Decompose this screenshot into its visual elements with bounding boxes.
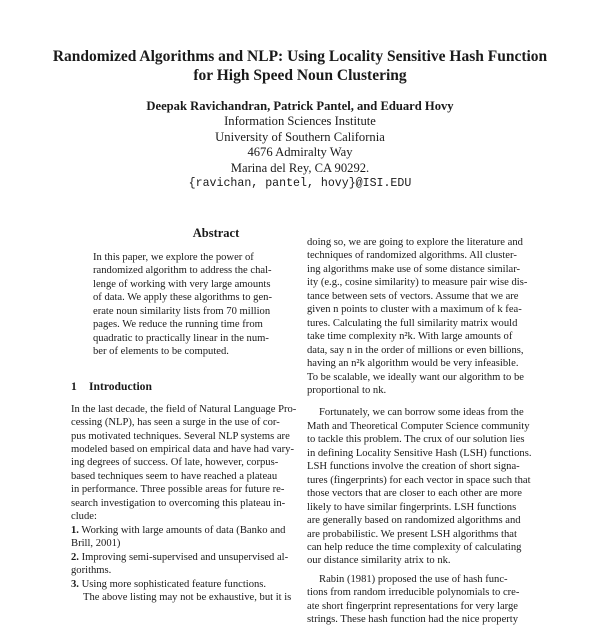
abstract-line: randomized algorithm to address the chal- (93, 265, 272, 277)
text-line: strings. These hash function had the nice property (307, 614, 519, 626)
abstract-line: of data. We apply these algorithms to gen- (93, 292, 272, 304)
author-block (40, 99, 560, 191)
intro-line: ing degrees of success. Of late, however, corpus- (71, 457, 279, 469)
title-line-1: Randomized Algorithms and NLP: Using Locality Sensitive Hash Function (52, 48, 548, 65)
intro-line: modeled based on empirical data and have had vary- (71, 443, 294, 455)
text-line: to tackle this problem. The crux of our solution lies (307, 434, 525, 446)
intro-line: In the last decade, the field of Natural Language Pro- (71, 403, 297, 415)
text-line: in defining Locality Sensitive Hash (LSH) functions. (307, 447, 532, 459)
abstract-line: pages. We reduce the running time from (93, 319, 263, 331)
list-number: 1. (71, 524, 79, 536)
abstract-text (93, 251, 303, 359)
text-line: doing so, we are going to explore the literature and (307, 237, 523, 248)
abstract-body (93, 251, 303, 359)
text-line: tance between sets of vectors. Assume that we are (307, 290, 519, 302)
text-line: ate short fingerprint representations for very large (307, 600, 519, 612)
section-heading-introduction (71, 380, 301, 394)
text-line: Rabin (1981) proposed the use of hash func- (319, 573, 508, 585)
introduction-body (71, 403, 299, 605)
text-line: take time complexity n²k. With large amounts of (307, 331, 513, 343)
intro-line: search investigation to overcoming this plateau in- (71, 497, 286, 509)
section-title: Introduction (89, 379, 152, 393)
abstract-line: In this paper, we explore the power of (93, 252, 254, 263)
text-line: those vectors that are closer to each other are more (307, 488, 523, 500)
text-line: ity (e.g., cosine similarity) to measure pair wise dis- (307, 277, 528, 289)
abstract-heading: Abstract (192, 226, 240, 240)
list-item (71, 551, 299, 578)
abstract-line: erate noun similarity lists from 70 million (93, 305, 271, 317)
list-text: Using more sophisticated feature functions. (81, 578, 267, 590)
left-column (71, 226, 301, 604)
affiliation-line: 4676 Admiralty Way (247, 145, 353, 160)
intro-line: in performance. Three possible areas for future re- (71, 484, 285, 496)
right-paragraph-2 (307, 406, 531, 567)
affiliation-line: Information Sciences Institute (224, 114, 376, 129)
intro-closing (71, 591, 299, 604)
abstract-line: quadratic to practically linear in the num- (93, 332, 269, 344)
list-text: Improving semi-supervised and unsupervised al- (81, 551, 289, 563)
text-line: our distance similarity atrix to nk. (307, 555, 451, 567)
text-line: Fortunately, we can borrow some ideas from the (319, 407, 524, 419)
intro-line: pus motivated techniques. Several NLP systems are (71, 430, 290, 442)
abstract-line: ber of elements to be computed. (93, 346, 229, 358)
abstract-line: lenge of working with very large amounts (93, 278, 271, 290)
affiliation-line: University of Southern California (215, 129, 385, 144)
author-email: {ravichan, pantel, hovy}@ISI.EDU (188, 177, 412, 191)
text-line: Math and Theoretical Computer Science community (307, 420, 530, 432)
intro-paragraph (71, 403, 299, 524)
right-paragraph-1 (307, 236, 531, 397)
list-number: 3. (71, 578, 79, 590)
text-line: techniques of randomized algorithms. All cluster- (307, 250, 517, 262)
section-number: 1 (71, 379, 77, 393)
title-line-2: for High Speed Noun Clustering (193, 67, 407, 84)
text-line: likely to have similar fingerprints. LSH functions (307, 501, 517, 513)
list-text: Working with large amounts of data (Banko and (81, 524, 286, 536)
text-line: tures. Calculating the full similarity matrix would (307, 317, 518, 329)
intro-line: based techniques seem to have reached a plateau (71, 470, 278, 482)
text-line: having an n²k algorithm would be very infeasible. (307, 358, 519, 370)
intro-closing-line: The above listing may not be exhaustive, but it is (83, 591, 292, 603)
right-column (307, 236, 531, 627)
text-line: LSH functions involve the creation of short signa- (307, 461, 520, 473)
list-item (71, 578, 299, 591)
text-line: are generally based on randomized algorithms and (307, 515, 521, 527)
text-line: can help reduce the time complexity of calculating (307, 541, 522, 553)
text-line: given n points to cluster with a maximum of k fea- (307, 304, 522, 316)
text-line: data, say n in the order of millions or even billions, (307, 344, 524, 356)
list-text: Brill, 2001) (71, 538, 121, 550)
paper-title (40, 47, 560, 85)
text-line: proportional to nk. (307, 384, 387, 396)
author-names: Deepak Ravichandran, Patrick Pantel, and Eduard Hovy (146, 99, 454, 113)
list-text: gorithms. (71, 565, 112, 577)
text-line: tions from random irreducible polynomials to cre- (307, 587, 520, 599)
list-item (71, 524, 299, 551)
intro-line: cessing (NLP), has seen a surge in the use of cor- (71, 417, 280, 429)
intro-line: clude: (71, 511, 97, 523)
text-line: are probabilistic. We present LSH algorithms that (307, 528, 517, 540)
list-number: 2. (71, 551, 79, 563)
text-line: To be scalable, we ideally want our algorithm to be (307, 371, 524, 383)
text-line: ing algorithms make use of some distance similar- (307, 263, 521, 275)
text-line: tures (fingerprints) for each vector in space such that (307, 474, 531, 486)
affiliation-line: Marina del Rey, CA 90292. (230, 160, 370, 175)
